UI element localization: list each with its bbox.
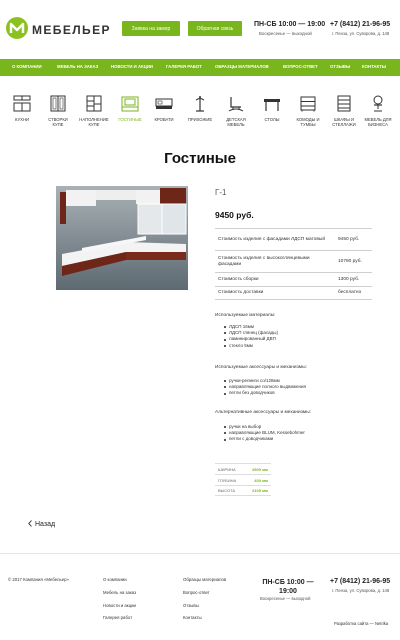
category-kids-furniture[interactable] xyxy=(217,95,255,137)
category-label: ШКАФЫ И СТЕЛЛАЖИ xyxy=(332,117,356,128)
materials-heading: Используемые материалы: xyxy=(215,313,276,318)
category-hallways[interactable] xyxy=(181,95,219,137)
footer-phone[interactable]: +7 (8412) 21-96-95 xyxy=(330,578,391,585)
phone-number[interactable]: +7 (8412) 21-96-95 xyxy=(330,21,391,28)
copyright: © 2017 Компания «Мебельер» xyxy=(8,577,69,582)
footer-hours: ПН-СБ 10:00 — 19:00 xyxy=(262,579,314,595)
working-hours-note: Воскресенье — выходной xyxy=(259,31,312,36)
nav-item-faq[interactable]: ВОПРОС-ОТВЕТ xyxy=(283,64,318,69)
nav-item-reviews[interactable]: ОТЗЫВЫ xyxy=(330,64,351,69)
price-table xyxy=(215,228,372,300)
category-tables[interactable] xyxy=(253,95,291,137)
developer-link[interactable]: Разработка сайта — Netrika xyxy=(334,621,389,626)
list-item: ЛДСП 16мм xyxy=(215,324,278,330)
wardrobe-interior-icon xyxy=(85,95,103,112)
nav-item-gallery[interactable]: ГАЛЕРЕЯ РАБОТ xyxy=(166,64,202,69)
cabinet-icon xyxy=(335,95,353,112)
dimension-key: ГЛУБИНА xyxy=(218,477,237,483)
logo-icon[interactable] xyxy=(6,17,28,39)
office-chair-icon xyxy=(369,95,387,112)
footer-link-materials[interactable]: Образцы материалов xyxy=(183,577,227,582)
category-label: СТОЛЫ xyxy=(264,117,280,122)
accessories-heading: Используемые аксессуары и механизмы: xyxy=(215,365,307,370)
dimensions-table xyxy=(215,463,271,496)
row-value: 1300 руб. xyxy=(338,276,360,282)
dimension-row xyxy=(215,474,271,485)
dimension-value: 2100 мм xyxy=(252,488,268,493)
category-label: КУХНИ xyxy=(15,117,29,122)
bed-icon xyxy=(155,95,173,112)
nav-item-custom[interactable]: МЕБЕЛЬ НА ЗАКАЗ xyxy=(57,64,99,69)
nav-item-contacts[interactable]: КОНТАКТЫ xyxy=(362,64,387,69)
footer-link-news[interactable]: Новости и акции xyxy=(103,603,136,608)
row-name: Стоимость сборки xyxy=(218,276,259,282)
alt-accessories-list xyxy=(215,424,305,443)
dimension-key: ВЫСОТА xyxy=(218,488,236,493)
nav-item-news[interactable]: НОВОСТИ И АКЦИИ xyxy=(111,64,154,69)
back-link[interactable] xyxy=(28,520,55,529)
materials-list xyxy=(215,324,278,349)
table-row xyxy=(215,250,372,272)
row-name: Стоимость изделия с высокоглянцевыми фасадами xyxy=(218,255,310,267)
working-hours: ПН-СБ 10:00 — 19:00 xyxy=(254,21,326,28)
list-item: петли без доводчиков xyxy=(215,390,306,396)
product-name: Г-1 xyxy=(215,188,227,197)
list-item: ручки-релинги со/128мм xyxy=(215,378,306,384)
category-beds[interactable] xyxy=(145,95,183,137)
category-label: КРОВАТИ xyxy=(154,117,174,122)
category-cabinets[interactable] xyxy=(325,95,363,137)
category-wardrobe-doors[interactable] xyxy=(39,95,77,137)
dresser-icon xyxy=(299,95,317,112)
row-name: Стоимость доставки xyxy=(218,290,264,295)
category-label: СТВОРКИ КУПЕ xyxy=(48,117,68,128)
category-wardrobe-interior[interactable] xyxy=(75,95,113,137)
dimension-row xyxy=(215,463,271,474)
hallway-icon xyxy=(191,95,209,112)
table-icon xyxy=(263,95,281,112)
category-label: НАПОЛНЕНИЕ КУПЕ xyxy=(79,117,109,128)
list-item: ЛДСП глянец (фасады) xyxy=(215,330,278,336)
page-title: Гостиные xyxy=(164,150,236,167)
nav-item-materials[interactable]: ОБРАЗЦЫ МАТЕРИАЛОВ xyxy=(215,64,269,69)
product-price: 9450 руб. xyxy=(215,210,254,220)
list-item: стекло 5мм xyxy=(215,343,278,349)
living-room-icon xyxy=(121,95,139,112)
list-item: ламинированный ДВП xyxy=(215,336,278,342)
dimension-value: 400 мм xyxy=(254,477,268,483)
alt-accessories-heading: Альтернативные аксессуары и механизмы: xyxy=(215,410,311,415)
category-dressers[interactable] xyxy=(289,95,327,137)
callback-button[interactable]: Обратная связь xyxy=(188,21,242,36)
category-kitchens[interactable] xyxy=(3,95,41,137)
address: г. Пенза, ул. Суворова, д. 148 xyxy=(332,31,390,36)
row-value: бесплатно xyxy=(338,290,362,295)
nav-item-about[interactable]: О КОМПАНИИ xyxy=(12,64,42,69)
category-label: КОМОДЫ И ТУМБЫ xyxy=(296,117,320,128)
dimension-value: 2900 мм xyxy=(252,466,268,472)
category-label: ДЕТСКАЯ МЕБЕЛЬ xyxy=(226,117,246,128)
table-row xyxy=(215,272,372,286)
table-row xyxy=(215,286,372,300)
wardrobe-doors-icon xyxy=(49,95,67,112)
back-label: Назад xyxy=(35,521,56,528)
footer-link-faq[interactable]: Вопрос-ответ xyxy=(183,590,210,595)
footer-divider xyxy=(0,553,400,554)
dimension-key: ШИРИНА xyxy=(218,466,236,472)
category-label: ГОСТИНЫЕ xyxy=(118,117,142,122)
footer-link-reviews[interactable]: Отзывы xyxy=(183,603,199,608)
list-item: направляющие полного выдвижения xyxy=(215,384,306,390)
list-item: направляющие BLUM, Kessebohmer xyxy=(215,430,305,436)
dimension-row xyxy=(215,485,271,496)
category-label: МЕБЕЛЬ ДЛЯ БИЗНЕСА xyxy=(364,117,392,128)
footer-link-gallery[interactable]: Галерея работ xyxy=(103,615,133,620)
row-value: 9450 руб. xyxy=(338,236,360,242)
chevron-left-icon xyxy=(28,520,32,529)
footer-hours-note: Воскресенье — выходной xyxy=(260,596,311,601)
category-business-furniture[interactable] xyxy=(359,95,397,137)
kitchen-icon xyxy=(13,95,31,112)
table-row xyxy=(215,228,372,250)
footer-link-custom[interactable]: Мебель на заказ xyxy=(103,590,137,595)
kids-furniture-icon xyxy=(227,95,245,112)
row-value: 10780 руб. xyxy=(338,258,362,264)
list-item: петли с доводчиками xyxy=(215,436,305,442)
category-living-rooms[interactable] xyxy=(111,95,149,137)
product-photo[interactable] xyxy=(56,186,188,290)
row-name: Стоимость изделия с фасадами ЛДСП матовый xyxy=(218,236,326,242)
list-item: ручки на выбор xyxy=(215,424,305,430)
footer-link-about[interactable]: О компании xyxy=(103,577,127,582)
category-label: ПРИХОЖИЕ xyxy=(187,117,213,122)
brand-name[interactable]: МЕБЕЛЬЕР xyxy=(32,23,111,37)
accessories-list xyxy=(215,378,306,397)
measure-request-button[interactable]: Заявка на замер xyxy=(122,21,180,36)
footer-link-contacts[interactable]: Контакты xyxy=(183,615,202,620)
footer-address: г. Пенза, ул. Суворова, д. 148 xyxy=(332,588,390,593)
